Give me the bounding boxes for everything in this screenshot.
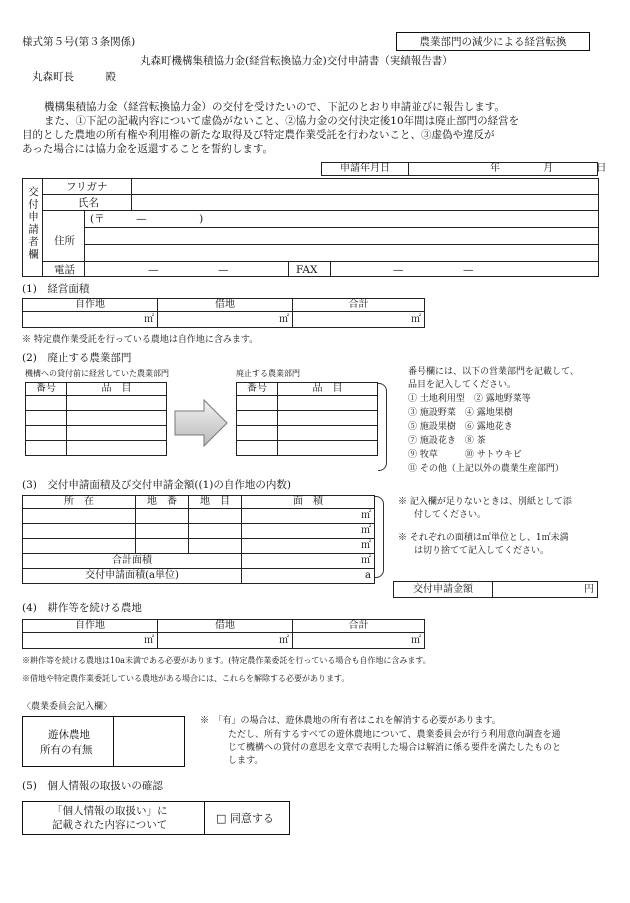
table-cell[interactable] [23,539,136,554]
idle-land-input[interactable] [115,718,183,765]
unit: ㎡ [361,525,371,536]
grant-area-cell[interactable] [242,569,375,584]
section1-owned-input[interactable] [23,312,158,328]
col-item-header: 品 目 [278,383,378,396]
unit-a: a [365,570,371,581]
unit: ㎡ [144,634,154,646]
date-field[interactable] [409,163,607,176]
table-cell[interactable] [278,396,378,411]
table-cell[interactable] [189,524,242,539]
name-input[interactable] [132,195,598,209]
col-item-header: 品 目 [67,383,167,396]
consent-checkbox[interactable]: □ 同意する [216,812,274,825]
area-cell[interactable] [242,524,375,539]
abolished-sectors-table [236,382,378,456]
fax-label: FAX [296,264,318,276]
col-location-header: 所 在 [23,496,136,509]
col-category-header: 地 目 [189,496,242,509]
table-cell[interactable] [278,441,378,456]
previous-sectors-table [25,382,167,456]
section3-note-1b: 付してください。 [414,510,487,520]
section1-note: ※ 特定農作業受託を行っている農地は自作地に含みます。 [22,335,259,345]
section4-note-1: ※耕作等を続ける農地は10a未満である必要があります。(特定農作業委託を行っている場合も自作地に含みます。 [22,656,431,665]
section5-title: (5) 個人情報の取扱いの確認 [22,780,163,792]
unit: ㎡ [279,313,289,325]
table-cell[interactable] [136,524,189,539]
category-badge [396,32,590,51]
phone-label: 電話 [54,264,75,276]
committee-note-2: ただし、所有するすべての遊休農地について、農業委員会が行う利用意向調査を通 [228,730,561,740]
legend-item: ⑦ 施設花き ⑧ 茶 [408,436,486,446]
table-cell[interactable] [237,441,278,456]
legend-item: ⑨ 牧草 ⑩ サトウキビ [408,450,522,460]
postal-code[interactable]: (〒 — ) [90,213,204,225]
address-label: 住所 [54,235,75,247]
section4-title: (4) 耕作等を続ける農地 [22,602,142,614]
table-cell[interactable] [136,509,189,524]
section1-table [22,298,425,328]
section3-note-2b: は切り捨てて記入してください。 [414,546,550,556]
unit: ㎡ [411,634,421,646]
table-cell[interactable] [26,441,67,456]
unit: ㎡ [411,313,421,325]
section3-table [22,495,375,584]
intro-line-3: 目的とした農地の所有権や利用権の新たな取得及び特定農作業受託を行わないこと、③虚偽や違反が [22,129,495,141]
section4-rented-input[interactable] [158,633,293,649]
table-cell[interactable] [26,426,67,441]
phone-input[interactable] [85,262,285,276]
table-cell[interactable] [26,411,67,426]
idle-land-label-1: 遊休農地 [48,729,90,741]
fax-dash-2: — [463,264,474,276]
unit: ㎡ [361,555,371,566]
table-cell[interactable] [189,539,242,554]
application-date-table [321,162,607,176]
col-area-header: 面 積 [242,496,375,509]
section2-right-caption: 廃止する農業部門 [236,369,300,378]
table-cell[interactable] [23,524,136,539]
committee-note-3: じて機構への貸付の意思を文章で表明した場合は解消に係る要件を満たしたものと [228,743,562,753]
area-cell[interactable] [242,509,375,524]
brace [375,496,384,578]
furigana-label: フリガナ [66,181,108,193]
section1-total-header: 合計 [293,299,425,312]
section4-owned-input[interactable] [23,633,158,649]
section1-owned-header: 自作地 [23,299,158,312]
table-cell[interactable] [67,441,167,456]
fax-input[interactable] [331,262,598,276]
col-no-header: 番号 [237,383,278,396]
name-label: 氏名 [78,197,99,209]
table-cell[interactable] [237,411,278,426]
phone-dash-2: — [218,264,229,276]
grant-amount-input[interactable] [493,582,598,598]
privacy-label-2: 記載された内容について [52,819,168,831]
section2-left-caption: 機構への貸付前に経営していた農業部門 [25,369,169,378]
table-cell[interactable] [237,396,278,411]
legend-intro-2: 品目を記入してください。 [408,380,517,390]
section1-total-input[interactable] [293,312,425,328]
grant-amount-label: 交付申請金額 [394,582,493,598]
table-cell[interactable] [136,539,189,554]
privacy-label-1: 「個人情報の取扱い」に [52,805,168,817]
table-cell[interactable] [26,396,67,411]
table-cell[interactable] [23,509,136,524]
section4-owned-header: 自作地 [23,620,158,633]
section4-total-header: 合計 [293,620,425,633]
unit: ㎡ [144,313,154,325]
intro-line-1: 機構集積協力金（経営転換協力金）の交付を受けたいので、下記のとおり申請並びに報告します。 [44,101,505,113]
year-label: 年 [490,163,500,174]
table-cell[interactable] [67,426,167,441]
table-cell[interactable] [237,426,278,441]
unit: ㎡ [361,540,371,551]
col-no-header: 番号 [26,383,67,396]
section4-table [22,619,425,649]
committee-note-1: ※ 「有」の場合は、遊休農地の所有者はこれを解消する必要があります。 [200,716,501,726]
committee-note-4: します。 [228,756,264,766]
legend-item: ⑪ その他（上記以外の農業生産部門） [408,464,564,474]
area-cell[interactable] [242,539,375,554]
brace [378,383,387,471]
table-cell[interactable] [67,411,167,426]
grant-area-label: 交付申請面積(a単位) [23,569,242,584]
committee-heading: 〈農業委員会記入欄〉 [22,702,113,712]
arrow-right-icon [174,399,228,447]
grant-amount-table [393,581,598,598]
unit: ㎡ [361,510,371,521]
table-cell[interactable] [278,411,378,426]
idle-land-label-2: 所有の有無 [40,744,93,756]
date-label: 申請年月日 [322,163,409,176]
legend-item: ③ 施設野菜 ④ 露地果樹 [408,408,513,418]
section1-rented-input[interactable] [158,312,293,328]
subtotal-cell[interactable] [242,554,375,569]
legend-item: ⑤ 施設果樹 ⑥ 露地花き [408,422,513,432]
day-label: 日 [596,163,607,174]
section1-rented-header: 借地 [158,299,293,312]
table-cell[interactable] [67,396,167,411]
section4-note-2: ※借地や特定農作業委託している農地がある場合には、これらを解除する必要があります。 [22,674,350,683]
furigana-input[interactable] [132,179,598,193]
intro-line-2: また、①下記の記載内容について虚偽がないこと、②協力金の交付決定後10年間は廃止部門の経営を [44,115,520,127]
phone-dash-1: — [148,264,159,276]
intro-line-4: あった場合には協力金を返還することを誓約します。 [22,143,274,155]
addressee: 丸森町長 殿 [32,71,116,83]
category-badge-label: 農業部門の減少による経営転換 [419,36,567,48]
legend-intro-1: 番号欄には、以下の営業部門を記載して、 [408,367,579,377]
address-line-1-input[interactable] [85,228,598,243]
section3-note-1a: ※ 記入欄が足りないときは、別紙として添 [398,497,572,507]
table-cell[interactable] [278,426,378,441]
unit: ㎡ [279,634,289,646]
fax-dash-1: — [393,264,404,276]
yen-unit: 円 [584,583,594,595]
section4-rented-header: 借地 [158,620,293,633]
legend-item: ① 土地利用型 ② 露地野菜等 [408,394,531,404]
address-line-2-input[interactable] [85,245,598,260]
applicant-side-label: 交付申請者欄 [27,186,39,261]
month-label: 月 [543,163,554,174]
section3-title: (3) 交付申請面積及び交付申請金額((1)の自作地の内数) [22,479,291,491]
section1-title: (1) 経営面積 [22,283,90,295]
form-number: 様式第５号(第３条関係) [22,36,136,48]
section3-note-2a: ※ それぞれの面積は㎡単位とし、1㎡未満 [398,533,569,543]
col-lot-header: 地 番 [136,496,189,509]
table-cell[interactable] [189,509,242,524]
page-title: 丸森町機構集積協力金(経営転換協力金)交付申請書（実績報告書） [140,55,453,67]
subtotal-label: 合計面積 [23,554,242,569]
section2-title: (2) 廃止する農業部門 [22,352,132,364]
section4-total-input[interactable] [293,633,425,649]
